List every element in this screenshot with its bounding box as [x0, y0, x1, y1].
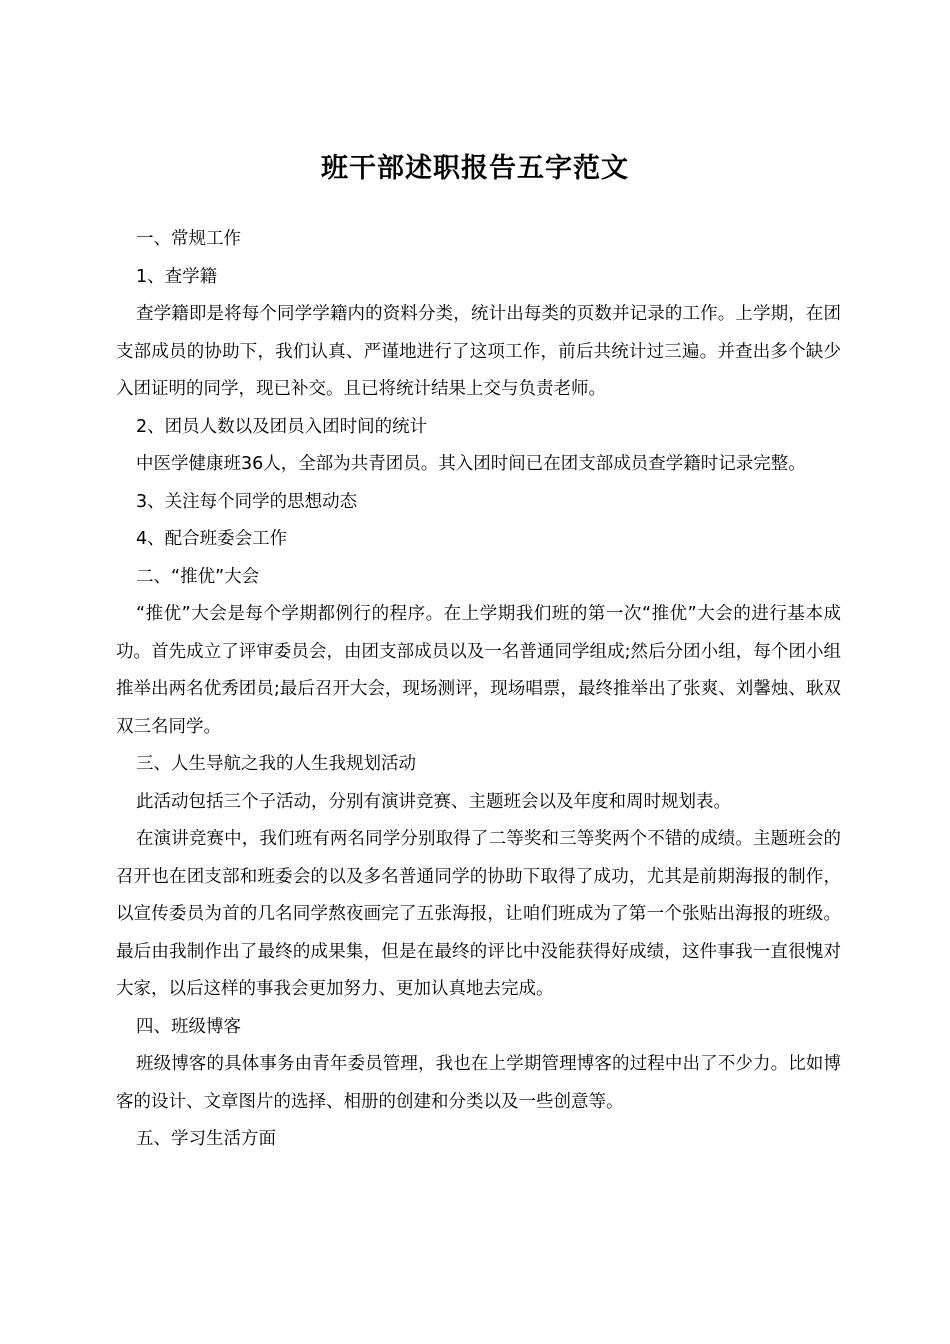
body-paragraph: 在演讲竞赛中，我们班有两名同学分别取得了二等奖和三等奖两个不错的成绩。主题班会的召开也在团支部和班委会的以及多名普通同学的协助下取得了成功，尤其是前期海报的制作，以宣传委员为首的几名同学熬夜画完了五张海报，让咱们班成为了第一个张贴出海报的班级。最后由我制作出了最终的成果集，但是在最终的评比中没能获得好成绩，这件事我一直很愧对大家，以后这样的事我会更加努力、更加认真地去完成。 — [116, 829, 841, 999]
section-heading: 四、班级博客 — [136, 1016, 241, 1037]
section-heading: 三、人生导航之我的人生我规划活动 — [136, 754, 416, 774]
body-paragraph: 此活动包括三个子活动，分别有演讲竞赛、主题班会以及年度和周时规划表。 — [136, 791, 731, 812]
document-body — [116, 221, 841, 1159]
section-heading: 二、“推优”大会 — [136, 566, 260, 587]
document-title: 班干部述职报告五字范文 — [321, 153, 629, 185]
section-heading: 一、常规工作 — [136, 229, 241, 249]
subsection-heading: 4、配合班委会工作 — [136, 529, 288, 549]
body-paragraph: 班级博客的具体事务由青年委员管理，我也在上学期管理博客的过程中出了不少力。比如博客的设计、文章图片的选择、相册的创建和分类以及一些创意等。 — [116, 1054, 841, 1112]
body-paragraph: “推优”大会是每个学期都例行的程序。在上学期我们班的第一次“推优”大会的进行基本成功。首先成立了评审委员会，由团支部成员以及一名普通同学组成;然后分团小组，每个团小组推举出两名优秀团员;最后召开大会，现场测评，现场唱票，最终推举出了张爽、刘馨烛、耿双双三名同学。 — [116, 604, 841, 737]
subsection-heading: 3、关注每个同学的思想动态 — [136, 491, 358, 512]
subsection-heading: 1、查学籍 — [136, 266, 218, 287]
body-paragraph: 中医学健康班36人，全部为共青团员。其入团时间已在团支部成员查学籍时记录完整。 — [136, 454, 806, 474]
body-paragraph: 查学籍即是将每个同学学籍内的资料分类，统计出每类的页数并记录的工作。上学期，在团支部成员的协助下，我们认真、严谨地进行了这项工作，前后共统计过三遍。并查出多个缺少入团证明的同学，现已补交。且已将统计结果上交与负责老师。 — [116, 304, 841, 399]
section-heading: 五、学习生活方面 — [136, 1129, 276, 1149]
subsection-heading: 2、团员人数以及团员入团时间的统计 — [136, 416, 428, 437]
